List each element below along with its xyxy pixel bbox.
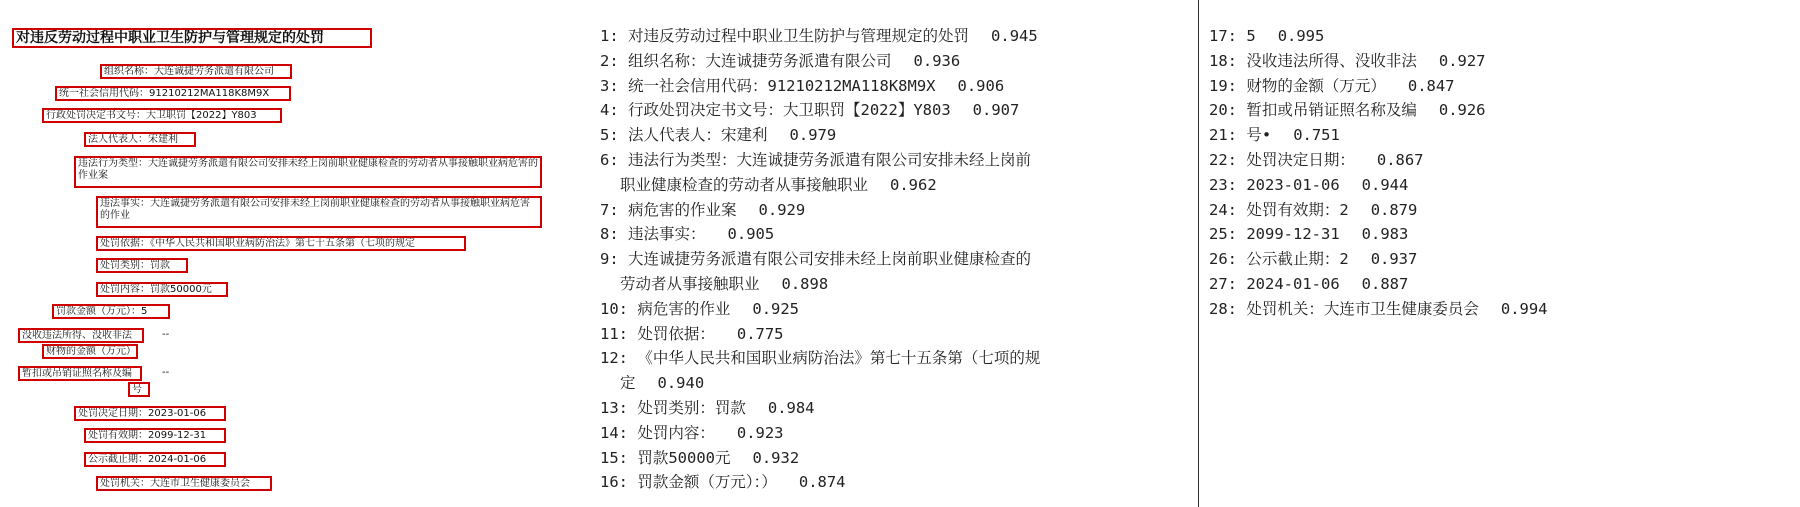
doc-field-basis: 处罚依据：《中华人民共和国职业病防治法》第七十五条第（七项的规定 [96, 236, 466, 251]
ocr-result-line: 6: 违法行为类型：大连诚捷劳务派遣有限公司安排未经上岗前 职业健康检查的劳动者从事接触职业 0.962 [600, 148, 1194, 198]
doc-field-confiscation-value: -- [162, 329, 170, 340]
ocr-result-line: 25: 2099-12-31 0.983 [1209, 225, 1409, 244]
ocr-line-number: 17 [1209, 27, 1228, 45]
ocr-confidence-score: 0.887 [1361, 274, 1409, 293]
doc-field-confiscation-l2: 财物的金额（万元） [42, 344, 138, 359]
ocr-confidence-score: 0.751 [1293, 126, 1340, 145]
ocr-line-continuation-text: 劳动者从事接触职业 [620, 274, 760, 293]
ocr-line-number: 23 [1209, 175, 1228, 194]
ocr-result-line: 18: 没收违法所得、没收非法 0.927 [1209, 51, 1486, 70]
ocr-line-number: 20 [1209, 101, 1228, 120]
ocr-result-line: 11: 处罚依据： 0.775 [600, 324, 784, 343]
ocr-confidence-score: 0.945 [991, 27, 1038, 45]
ocr-line-number: 27 [1209, 274, 1228, 293]
ocr-confidence-score: 0.979 [789, 126, 837, 145]
ocr-line-number: 15 [600, 448, 619, 467]
doc-field-fine-amount: 罚款金额（万元）：5 [52, 304, 170, 319]
ocr-confidence-score: 0.906 [957, 76, 1005, 95]
ocr-line-text: 公示截止期：2 [1246, 250, 1349, 269]
ocr-results-column-1 [590, 0, 1200, 507]
ocr-confidence-score: 0.879 [1370, 200, 1418, 219]
ocr-result-line: 13: 处罚类别：罚款 0.984 [600, 398, 815, 417]
ocr-result-line: 5: 法人代表人：宋建利 0.979 [600, 126, 837, 145]
ocr-line-text: 没收违法所得、没收非法 [1246, 51, 1417, 70]
ocr-confidence-score: 0.995 [1277, 27, 1325, 45]
ocr-line-number: 26 [1209, 250, 1228, 269]
ocr-line-number: 8 [600, 225, 610, 244]
ocr-result-line: 23: 2023-01-06 0.944 [1209, 175, 1409, 194]
ocr-line-continuation [600, 371, 1194, 396]
doc-field-content: 处罚内容：罚款50000元 [96, 282, 228, 297]
ocr-confidence-score: 0.962 [890, 175, 937, 194]
ocr-result-line: 3: 统一社会信用代码：91210212MA118K8M9X 0.906 [600, 76, 1005, 95]
doc-field-org: 组织名称：大连诚捷劳务派遣有限公司 [100, 64, 292, 79]
ocr-line-text: 处罚类别：罚款 [637, 398, 746, 417]
ocr-line-text: 病危害的作业案 [628, 200, 737, 219]
ocr-line-text: 《中华人民共和国职业病防治法》第七十五条第（七项的规 [637, 349, 1041, 368]
ocr-line-number: 24 [1209, 200, 1228, 219]
ocr-line-number: 5 [600, 126, 610, 145]
ocr-line-text: 大连诚捷劳务派遣有限公司安排未经上岗前职业健康检查的 [628, 250, 1032, 269]
doc-title: 对违反劳动过程中职业卫生防护与管理规定的处罚 [12, 28, 372, 48]
ocr-line-number: 25 [1209, 225, 1228, 244]
doc-field-legalrep: 法人代表人：宋建利 [84, 132, 196, 147]
ocr-result-line: 26: 公示截止期：2 0.937 [1209, 250, 1418, 269]
ocr-confidence-score: 0.937 [1370, 250, 1418, 269]
ocr-result-line: 4: 行政处罚决定书文号：大卫职罚【2022】Y803 0.907 [600, 101, 1020, 120]
ocr-line-text: 行政处罚决定书文号：大卫职罚【2022】Y803 [628, 101, 951, 120]
ocr-confidence-score: 0.907 [972, 101, 1020, 120]
ocr-result-line: 21: 号• 0.751 [1209, 126, 1340, 145]
ocr-line-number: 22 [1209, 150, 1228, 169]
ocr-line-text: 违法行为类型：大连诚捷劳务派遣有限公司安排未经上岗前 [628, 150, 1032, 169]
doc-field-decision-date: 处罚决定日期：2023-01-06 [74, 406, 226, 421]
ocr-confidence-score: 0.923 [736, 423, 784, 442]
ocr-confidence-score: 0.775 [736, 324, 784, 343]
ocr-line-number: 11 [600, 324, 619, 343]
ocr-line-text: 处罚决定日期： [1246, 150, 1355, 169]
ocr-line-continuation-text: 职业健康检查的劳动者从事接触职业 [620, 175, 869, 194]
ocr-line-text: 处罚机关：大连市卫生健康委员会 [1246, 299, 1479, 318]
ocr-confidence-score: 0.905 [727, 225, 775, 244]
doc-field-license-l1: 暂扣或吊销证照名称及编 [18, 366, 142, 381]
ocr-confidence-score: 0.940 [657, 374, 705, 393]
ocr-line-number: 3 [600, 76, 610, 95]
doc-field-valid-until: 处罚有效期：2099-12-31 [84, 428, 226, 443]
ocr-result-line: 28: 处罚机关：大连市卫生健康委员会 0.994 [1209, 299, 1548, 318]
ocr-result-list [1209, 24, 1795, 322]
ocr-result-list [600, 24, 1194, 495]
ocr-line-number: 19 [1209, 76, 1228, 95]
doc-field-license-value: -- [162, 367, 170, 378]
ocr-result-line: 16: 罚款金额（万元）：） 0.874 [600, 473, 846, 492]
ocr-line-text: 统一社会信用代码：91210212MA118K8M9X [628, 76, 936, 95]
ocr-line-text: 病危害的作业 [637, 299, 731, 318]
ocr-result-line: 8: 违法事实： 0.905 [600, 225, 775, 244]
ocr-line-continuation [600, 272, 1194, 297]
doc-field-credit: 统一社会信用代码：91210212MA118K8M9X [55, 86, 291, 101]
ocr-line-text: 处罚依据： [637, 324, 715, 343]
ocr-result-line: 7: 病危害的作业案 0.929 [600, 200, 806, 219]
annotated-document [0, 0, 590, 507]
ocr-line-number: 13 [600, 398, 619, 417]
ocr-line-number: 18 [1209, 51, 1228, 70]
ocr-line-number: 16 [600, 473, 619, 492]
ocr-confidence-score: 0.984 [767, 398, 815, 417]
ocr-confidence-score: 0.929 [758, 200, 806, 219]
ocr-confidence-score: 0.867 [1376, 150, 1424, 169]
ocr-line-text: 暂扣或吊销证照名称及编 [1246, 101, 1417, 120]
ocr-result-line: 9: 大连诚捷劳务派遣有限公司安排未经上岗前职业健康检查的 劳动者从事接触职业 0.898 [600, 247, 1194, 297]
ocr-confidence-score: 0.994 [1500, 299, 1548, 318]
ocr-result-line: 17: 5 0.995 [1209, 27, 1325, 45]
ocr-confidence-score: 0.874 [798, 473, 846, 492]
ocr-result-line: 24: 处罚有效期：2 0.879 [1209, 200, 1418, 219]
doc-field-publicity-end: 公示截止期：2024-01-06 [84, 452, 226, 467]
doc-field-violation-type: 违法行为类型：大连诚捷劳务派遣有限公司安排未经上岗前职业健康检查的劳动者从事接触职业病危害的作业案 [74, 156, 542, 188]
ocr-confidence-score: 0.898 [781, 274, 829, 293]
ocr-line-text: 2023-01-06 [1246, 175, 1340, 194]
ocr-confidence-score: 0.925 [752, 299, 800, 318]
doc-field-confiscation-l1: 没收违法所得、没收非法 [18, 328, 144, 343]
doc-field-authority: 处罚机关：大连市卫生健康委员会 [96, 476, 272, 491]
ocr-confidence-score: 0.936 [913, 51, 961, 70]
ocr-line-text: 违法事实： [628, 225, 706, 244]
ocr-confidence-score: 0.944 [1361, 175, 1409, 194]
ocr-line-text: 5 [1246, 27, 1256, 45]
doc-field-category: 处罚类别：罚款 [96, 258, 188, 273]
ocr-line-text: 组织名称：大连诚捷劳务派遣有限公司 [628, 51, 892, 70]
ocr-confidence-score: 0.927 [1438, 51, 1486, 70]
ocr-result-line: 19: 财物的金额（万元） 0.847 [1209, 76, 1455, 95]
ocr-line-continuation [600, 173, 1194, 198]
ocr-line-number: 6 [600, 150, 610, 169]
ocr-result-line: 12: 《中华人民共和国职业病防治法》第七十五条第（七项的规 定 0.940 [600, 346, 1194, 396]
ocr-line-text: 财物的金额（万元） [1246, 76, 1386, 95]
ocr-result-line: 22: 处罚决定日期： 0.867 [1209, 150, 1424, 169]
ocr-line-number: 1 [600, 27, 610, 45]
ocr-result-line: 14: 处罚内容： 0.923 [600, 423, 784, 442]
ocr-line-text: 2024-01-06 [1246, 274, 1340, 293]
ocr-result-line: 2: 组织名称：大连诚捷劳务派遣有限公司 0.936 [600, 51, 961, 70]
ocr-line-text: 号• [1246, 126, 1272, 145]
ocr-confidence-score: 0.926 [1438, 101, 1486, 120]
ocr-line-number: 28 [1209, 299, 1228, 318]
ocr-line-text: 2099-12-31 [1246, 225, 1340, 244]
ocr-line-number: 12 [600, 349, 619, 368]
ocr-line-number: 9 [600, 250, 610, 269]
ocr-line-text: 罚款金额（万元）：） [637, 473, 777, 492]
ocr-line-number: 21 [1209, 126, 1228, 145]
ocr-line-text: 对违反劳动过程中职业卫生防护与管理规定的处罚 [628, 27, 970, 45]
ocr-line-number: 14 [600, 423, 619, 442]
ocr-line-number: 4 [600, 101, 610, 120]
ocr-confidence-score: 0.847 [1407, 76, 1455, 95]
doc-field-facts: 违法事实：大连诚捷劳务派遣有限公司安排未经上岗前职业健康检查的劳动者从事接触职业病危害的作业 [96, 196, 542, 228]
ocr-result-line: 1: 对违反劳动过程中职业卫生防护与管理规定的处罚 0.945 [600, 27, 1038, 45]
ocr-line-number: 7 [600, 200, 610, 219]
ocr-line-text: 处罚内容： [637, 423, 715, 442]
ocr-line-number: 10 [600, 299, 619, 318]
ocr-result-line: 15: 罚款50000元 0.932 [600, 448, 800, 467]
ocr-result-line: 20: 暂扣或吊销证照名称及编 0.926 [1209, 101, 1486, 120]
ocr-result-line: 27: 2024-01-06 0.887 [1209, 274, 1409, 293]
ocr-line-continuation-text: 定 [620, 374, 636, 393]
ocr-line-text: 法人代表人：宋建利 [628, 126, 768, 145]
doc-field-docno: 行政处罚决定书文号：大卫职罚【2022】Y803 [42, 108, 282, 123]
doc-field-license-l2: 号 [128, 382, 150, 397]
ocr-result-line: 10: 病危害的作业 0.925 [600, 299, 800, 318]
ocr-confidence-score: 0.932 [752, 448, 800, 467]
ocr-line-text: 处罚有效期：2 [1246, 200, 1349, 219]
ocr-confidence-score: 0.983 [1361, 225, 1409, 244]
ocr-results-column-2 [1198, 0, 1800, 507]
ocr-line-number: 2 [600, 51, 610, 70]
ocr-line-text: 罚款50000元 [637, 448, 731, 467]
